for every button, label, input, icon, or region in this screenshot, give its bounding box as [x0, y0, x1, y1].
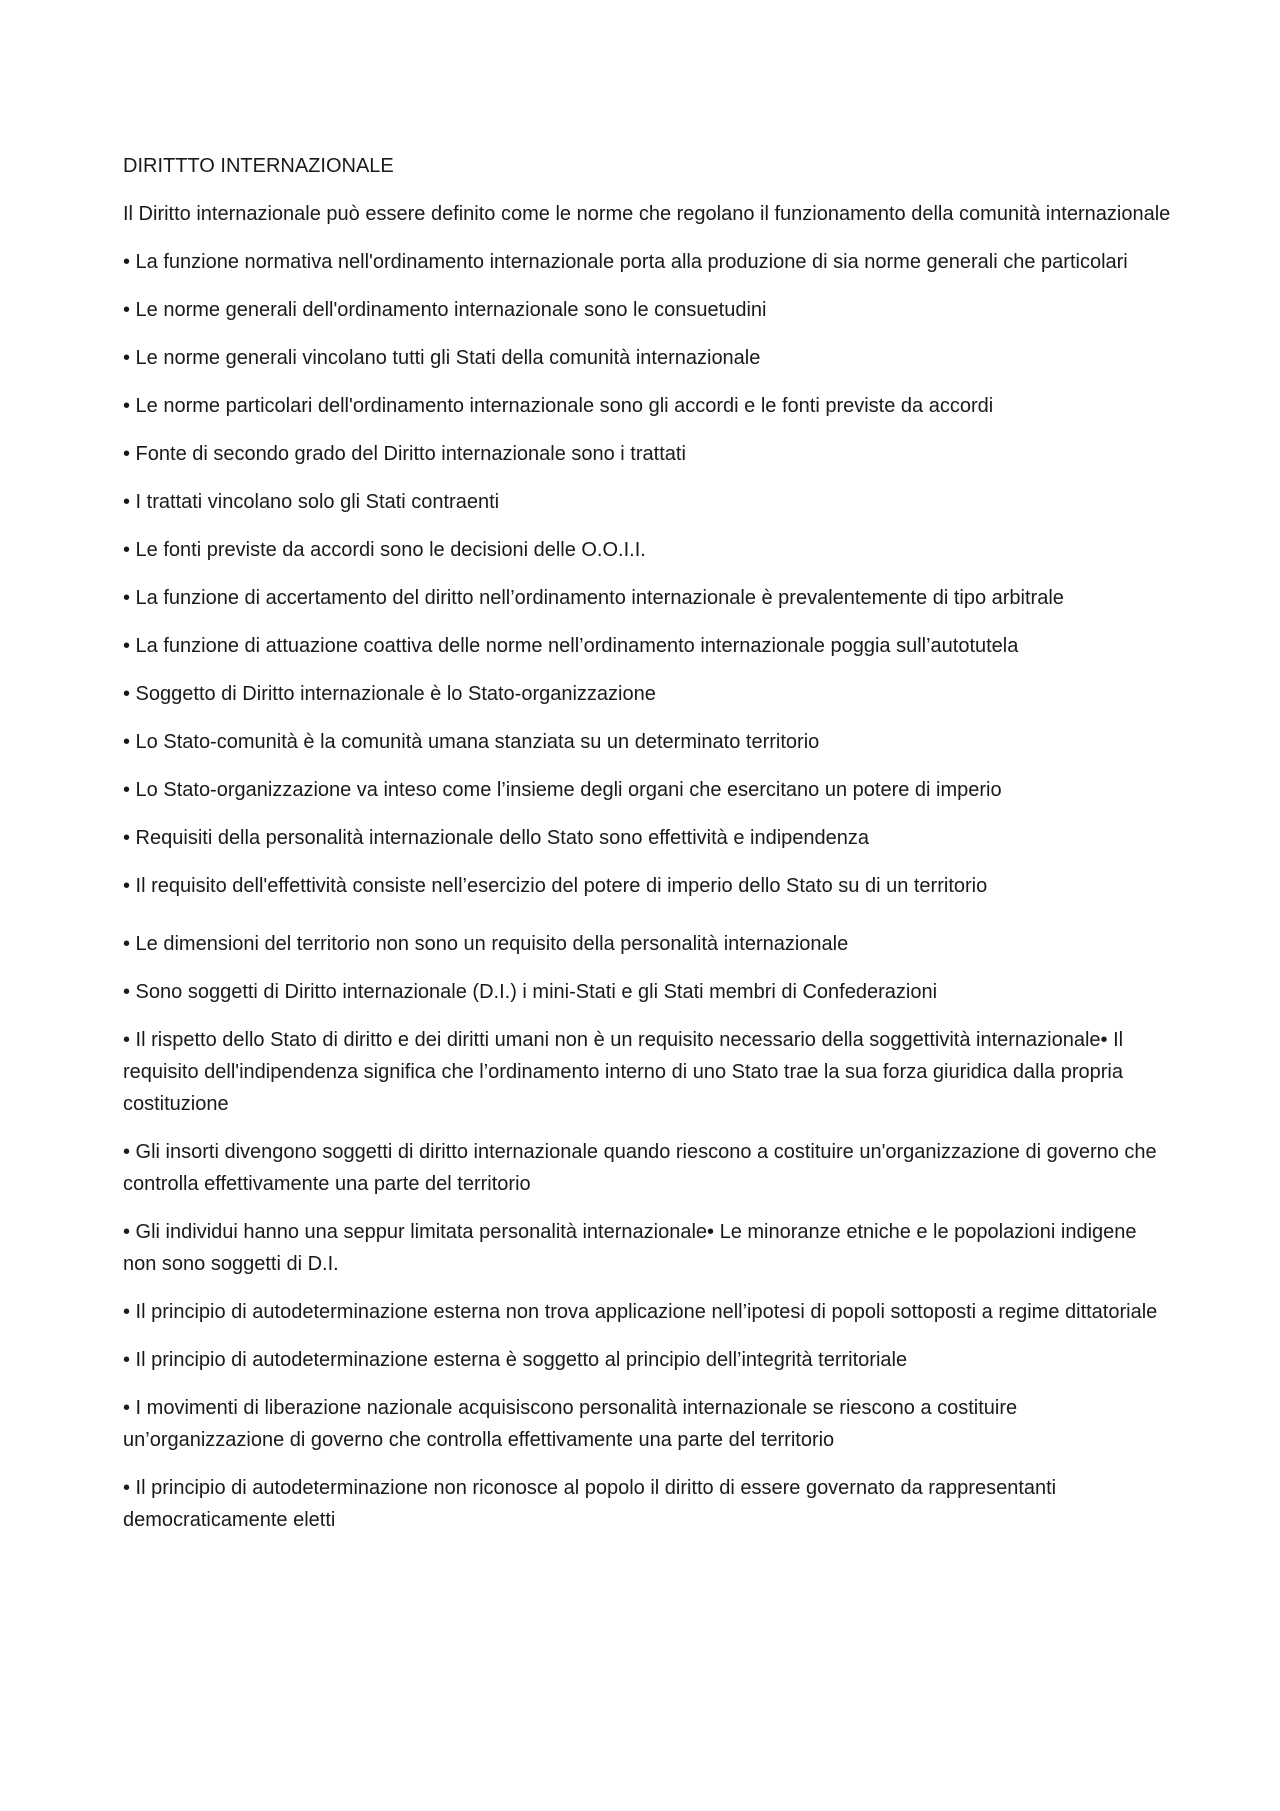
list-item: • La funzione di accertamento del diritto nell’ordinamento internazionale è prevalentemente di tipo arbitrale	[123, 587, 1064, 609]
list-item: • Requisiti della personalità internazionale dello Stato sono effettività e indipendenza	[123, 827, 870, 849]
list-item: • Soggetto di Diritto internazionale è lo Stato-organizzazione	[123, 683, 656, 705]
list-item: • Il requisito dell'effettività consiste nell’esercizio del potere di imperio dello Stato su di un territorio	[123, 875, 988, 897]
list-item: • Il rispetto dello Stato di diritto e dei diritti umani non è un requisito necessario della soggettività internazionale• Il requisito dell'indipendenza significa che l’ordinamento interno di uno Stato trae la sua forza giuridica dalla propria costituzione	[123, 1029, 1124, 1115]
list-item: • Gli individui hanno una seppur limitata personalità internazionale• Le minoranze etniche e le popolazioni indigene non sono soggetti di D.I.	[123, 1221, 1137, 1275]
document-page	[123, 150, 1173, 1552]
list-item: • Il principio di autodeterminazione esterna è soggetto al principio dell’integrità territoriale	[123, 1349, 908, 1371]
list-item: • Sono soggetti di Diritto internazionale (D.I.) i mini-Stati e gli Stati membri di Confederazioni	[123, 981, 938, 1003]
list-item: • Le norme particolari dell'ordinamento internazionale sono gli accordi e le fonti previste da accordi	[123, 395, 994, 417]
list-item: • I movimenti di liberazione nazionale acquisiscono personalità internazionale se riescono a costituire un’organizzazione di governo che controlla effettivamente una parte del territorio	[123, 1397, 1018, 1451]
list-item: • La funzione normativa nell'ordinamento internazionale porta alla produzione di sia norme generali che particolari	[123, 251, 1128, 273]
intro-paragraph: Il Diritto internazionale può essere definito come le norme che regolano il funzionamento della comunità internazionale	[123, 203, 1171, 225]
list-item: • Le norme generali vincolano tutti gli Stati della comunità internazionale	[123, 347, 761, 369]
list-item: • La funzione di attuazione coattiva delle norme nell’ordinamento internazionale poggia sull’autotutela	[123, 635, 1019, 657]
list-item: • Fonte di secondo grado del Diritto internazionale sono i trattati	[123, 443, 686, 465]
document-title: DIRITTTO INTERNAZIONALE	[123, 155, 394, 177]
list-item: • Le dimensioni del territorio non sono un requisito della personalità internazionale	[123, 933, 849, 955]
list-item: • I trattati vincolano solo gli Stati contraenti	[123, 491, 500, 513]
list-item: • Il principio di autodeterminazione esterna non trova applicazione nell’ipotesi di popoli sottoposti a regime dittatoriale	[123, 1301, 1158, 1323]
list-item: • Gli insorti divengono soggetti di diritto internazionale quando riescono a costituire un'organizzazione di governo che controlla effettivamente una parte del territorio	[123, 1141, 1157, 1195]
list-item: • Il principio di autodeterminazione non riconosce al popolo il diritto di essere governato da rappresentanti democraticamente eletti	[123, 1477, 1057, 1531]
list-item: • Lo Stato-organizzazione va inteso come l’insieme degli organi che esercitano un potere di imperio	[123, 779, 1002, 801]
list-item: • Le fonti previste da accordi sono le decisioni delle O.O.I.I.	[123, 539, 646, 561]
list-item: • Le norme generali dell'ordinamento internazionale sono le consuetudini	[123, 299, 767, 321]
list-item: • Lo Stato-comunità è la comunità umana stanziata su un determinato territorio	[123, 731, 820, 753]
